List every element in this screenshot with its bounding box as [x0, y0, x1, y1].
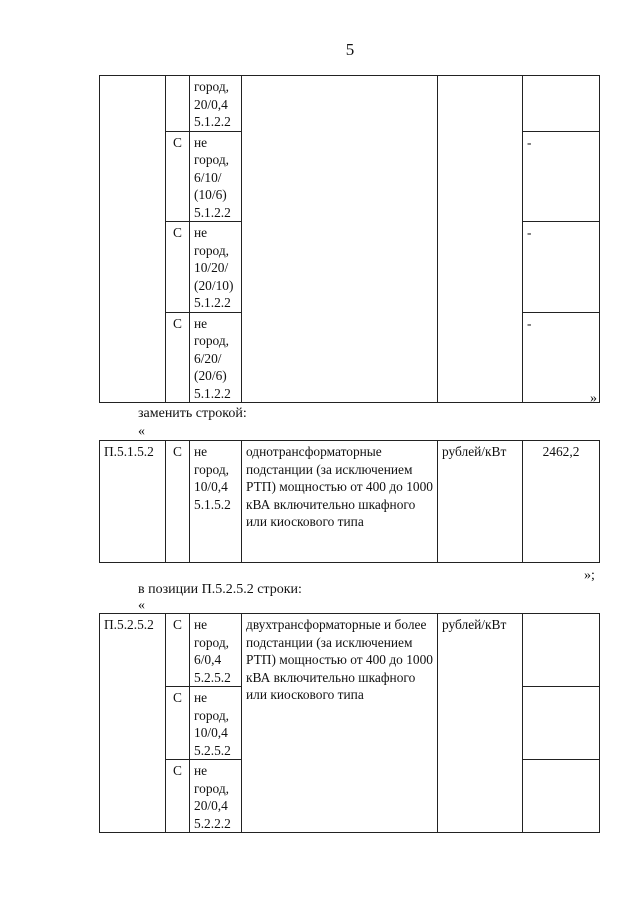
territory-cell: не город, 10/0,4 5.1.5.2 — [190, 441, 242, 563]
value-cell: - — [523, 312, 600, 403]
letter-cell: С — [166, 760, 190, 833]
letter-cell: С — [166, 687, 190, 760]
closing-quote: » — [590, 391, 597, 406]
letter-cell: С — [166, 312, 190, 403]
description-cell: однотрансформаторные подстанции (за исключением РТП) мощностью от 400 до 1000 кВА включительно шкафного или киоскового типа — [242, 441, 438, 563]
opening-quote: « — [138, 598, 145, 613]
tariff-table-continuation — [99, 75, 600, 403]
territory-cell: не город, 6/20/ (20/6) 5.1.2.2 — [190, 312, 242, 403]
value-cell: - — [523, 222, 600, 313]
unit-cell: рублей/кВт — [438, 441, 523, 563]
territory-cell: не город, 6/0,4 5.2.5.2 — [190, 614, 242, 687]
unit-cell — [438, 76, 523, 403]
territory-cell: не город, 10/20/ (20/10) 5.1.2.2 — [190, 222, 242, 313]
letter-cell: С — [166, 441, 190, 563]
value-cell — [523, 76, 600, 132]
letter-cell: С — [166, 614, 190, 687]
code-cell: П.5.2.5.2 — [100, 614, 166, 833]
table-row — [100, 76, 600, 132]
value-cell: 2462,2 — [523, 441, 600, 563]
table-row — [100, 614, 600, 687]
unit-cell: рублей/кВт — [438, 614, 523, 833]
page-number: 5 — [345, 40, 355, 59]
closing-quote: »; — [584, 568, 595, 583]
value-cell: - — [523, 131, 600, 222]
replace-label: заменить строкой: — [138, 406, 247, 421]
code-cell: П.5.1.5.2 — [100, 441, 166, 563]
territory-cell: город, 20/0,4 5.1.2.2 — [190, 76, 242, 132]
value-cell — [523, 760, 600, 833]
position-label: в позиции П.5.2.5.2 строки: — [138, 582, 302, 597]
letter-cell — [166, 76, 190, 132]
table-row — [100, 441, 600, 563]
territory-cell: не город, 6/10/ (10/6) 5.1.2.2 — [190, 131, 242, 222]
territory-cell: не город, 10/0,4 5.2.5.2 — [190, 687, 242, 760]
letter-cell: С — [166, 131, 190, 222]
value-cell — [523, 614, 600, 687]
letter-cell: С — [166, 222, 190, 313]
value-cell — [523, 687, 600, 760]
code-cell — [100, 76, 166, 403]
territory-cell: не город, 20/0,4 5.2.2.2 — [190, 760, 242, 833]
replacement-table — [99, 440, 600, 563]
description-cell — [242, 76, 438, 403]
position-table — [99, 613, 600, 833]
description-cell: двухтрансформаторные и более подстанции (за исключением РТП) мощностью от 400 до 1000 кВА включительно шкафного или киоскового типа — [242, 614, 438, 833]
opening-quote: « — [138, 424, 145, 439]
